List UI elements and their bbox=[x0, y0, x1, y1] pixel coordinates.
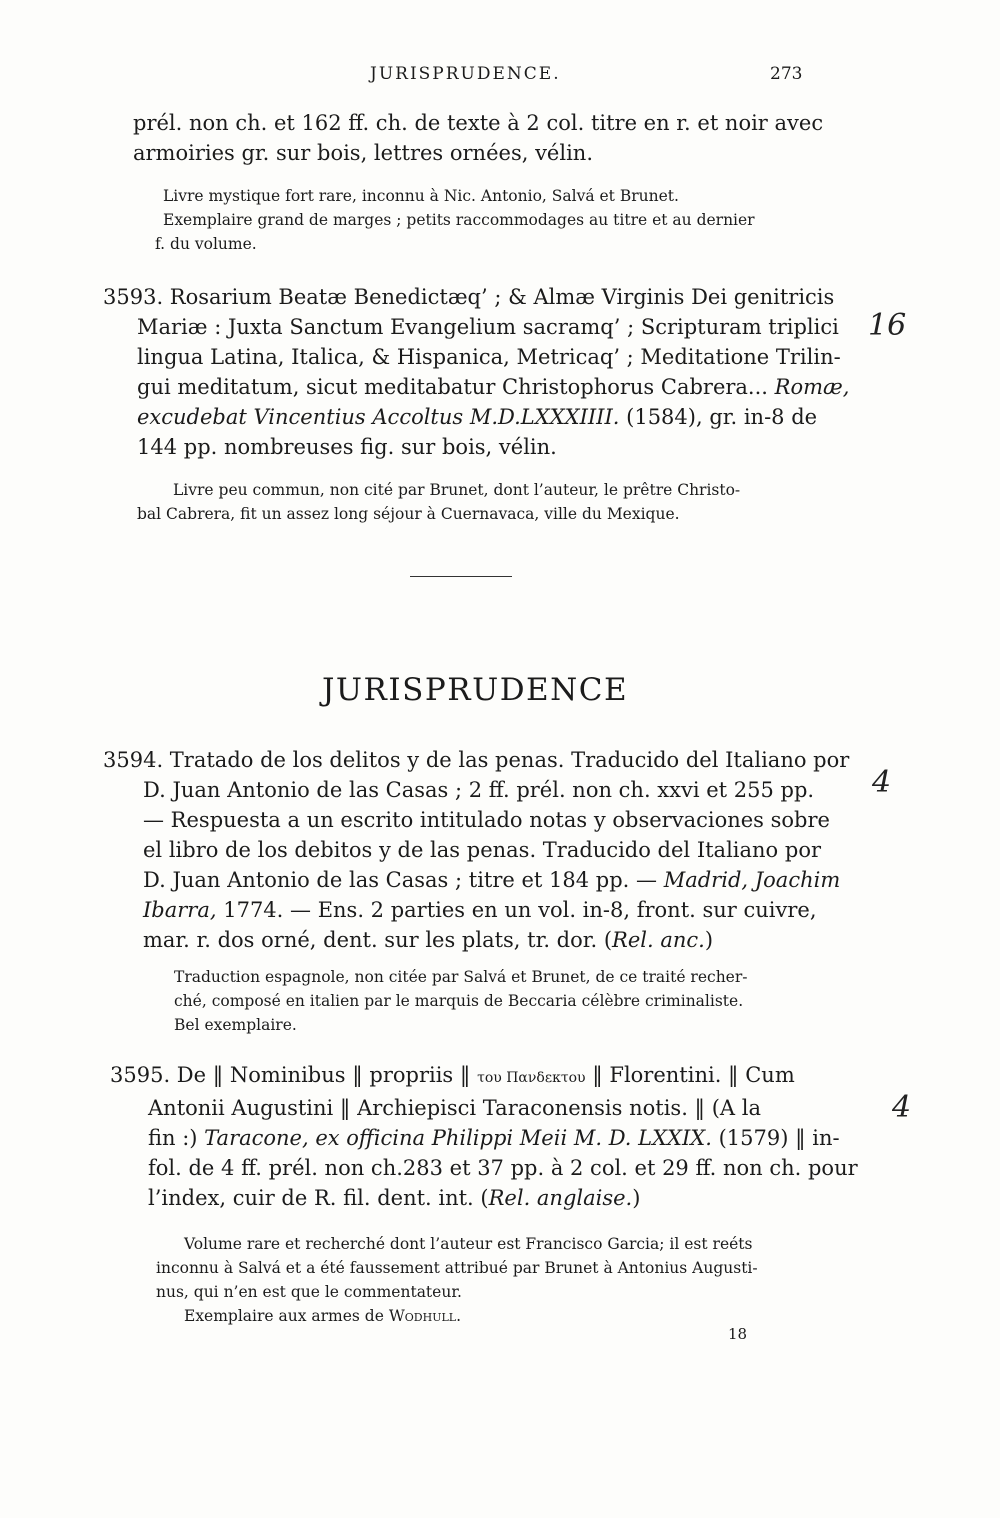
entry-3595 bbox=[110, 1060, 858, 1213]
entry-3594-note bbox=[174, 965, 748, 1037]
note-line: f. du volume. bbox=[155, 235, 257, 253]
entry-line: armoiries gr. sur bois, lettres ornées, vélin. bbox=[133, 141, 593, 165]
note-line: inconnu à Salvá et a été faussement attribué par Brunet à Antonius Augusti- bbox=[156, 1259, 758, 1277]
entry-line bbox=[143, 895, 823, 925]
binding-note: Rel. anc. bbox=[612, 928, 705, 952]
imprint-place: Madrid, Joachim bbox=[663, 868, 841, 892]
entry-line: lingua Latina, Italica, & Hispanica, Metricaq’ ; Meditatione Trilin- bbox=[137, 345, 841, 369]
entry-line bbox=[148, 1183, 830, 1213]
entry-text: D. Juan Antonio de las Casas ; titre et 184 pp. — bbox=[143, 868, 658, 892]
note-text: Exemplaire aux armes de bbox=[184, 1307, 384, 1325]
section-divider bbox=[410, 576, 512, 577]
entry-line: D. Juan Antonio de las Casas ; 2 ff. prél. non ch. xxvi et 255 pp. bbox=[143, 778, 815, 802]
margin-price-3595: 4 bbox=[892, 1090, 912, 1125]
entry-3593-note bbox=[137, 478, 740, 526]
note-line: Traduction espagnole, non citée par Salvá et Brunet, de ce traité recher- bbox=[174, 968, 748, 986]
entry-text: ) bbox=[704, 928, 714, 952]
note-line: Livre mystique fort rare, inconnu à Nic. Antonio, Salvá et Brunet. bbox=[163, 187, 679, 205]
continued-entry-note bbox=[155, 184, 755, 256]
note-line: Livre peu commun, non cité par Brunet, dont l’auteur, le prêtre Christo- bbox=[173, 481, 741, 499]
entry-line: — Respuesta a un escrito intitulado notas y observaciones sobre bbox=[143, 808, 830, 832]
entry-3595-note bbox=[156, 1232, 758, 1328]
note-line: bal Cabrera, fit un assez long séjour à Cuernavaca, ville du Mexique. bbox=[137, 505, 680, 523]
entry-line bbox=[137, 402, 823, 432]
entry-3593 bbox=[103, 282, 850, 462]
page-number: 273 bbox=[770, 64, 803, 84]
note-line: Volume rare et recherché dont l’auteur est Francisco Garcia; il est reéts bbox=[184, 1235, 753, 1253]
entry-text: mar. r. dos orné, dent. sur les plats, tr. dor. ( bbox=[143, 928, 613, 952]
note-line: Exemplaire grand de marges ; petits raccommodages au titre et au dernier bbox=[163, 211, 755, 229]
note-line: Bel exemplaire. bbox=[174, 1016, 297, 1034]
entry-text: ‖ Florentini. ‖ Cum bbox=[592, 1063, 795, 1087]
entry-text: (1579) ‖ in- bbox=[718, 1126, 840, 1150]
binding-note: Rel. anglaise. bbox=[488, 1186, 633, 1210]
entry-text: 3595. De ‖ Nominibus ‖ propriis ‖ bbox=[110, 1063, 471, 1087]
entry-line: Mariæ : Juxta Sanctum Evangelium sacramq’ ; Scripturam triplici bbox=[137, 315, 839, 339]
entry-text: 1774. — Ens. 2 parties en un vol. in-8, front. sur cuivre, bbox=[223, 898, 817, 922]
entry-text: (1584), gr. in-8 de bbox=[626, 405, 818, 429]
margin-price-3594: 4 bbox=[872, 765, 892, 800]
greek-text: του Πανδεκτου bbox=[477, 1070, 586, 1086]
note-line: nus, qui n’en est que le commentateur. bbox=[156, 1283, 462, 1301]
imprint-printer: Ibarra, bbox=[143, 898, 217, 922]
entry-text: ) bbox=[632, 1186, 641, 1210]
imprint-text: Taracone, ex officina Philippi Meii M. D. LXXIX. bbox=[204, 1126, 712, 1150]
entry-line bbox=[110, 1060, 830, 1093]
signature-mark: 18 bbox=[728, 1325, 748, 1343]
running-title: JURISPRUDENCE. bbox=[370, 64, 561, 84]
entry-text: gui meditatum, sicut meditabatur Christophorus Cabrera... bbox=[137, 375, 768, 399]
entry-text: fin :) bbox=[148, 1126, 198, 1150]
entry-line bbox=[148, 1123, 840, 1153]
imprint-text: excudebat Vincentius Accoltus M.D.LXXXIIII. bbox=[137, 405, 620, 429]
imprint-place: Romæ, bbox=[774, 375, 850, 399]
entry-line bbox=[137, 372, 850, 402]
entry-line: 3594. Tratado de los delitos y de las penas. Traducido del Italiano por bbox=[103, 748, 850, 772]
margin-price-3593: 16 bbox=[868, 308, 907, 343]
entry-3594 bbox=[103, 745, 850, 955]
section-heading: JURISPRUDENCE bbox=[322, 672, 629, 708]
entry-line: Antonii Augustini ‖ Archiepisci Taraconensis notis. ‖ (A la bbox=[148, 1096, 761, 1120]
entry-line: 3593. Rosarium Beatæ Benedictæq’ ; & Almæ Virginis Dei genitricis bbox=[103, 285, 835, 309]
entry-line bbox=[143, 865, 841, 895]
entry-line: fol. de 4 ff. prél. non ch.283 et 37 pp. à 2 col. et 29 ff. non ch. pour bbox=[148, 1156, 858, 1180]
continued-entry bbox=[133, 108, 824, 168]
entry-line: prél. non ch. et 162 ff. ch. de texte à 2 col. titre en r. et noir avec bbox=[133, 111, 824, 135]
entry-line: 144 pp. nombreuses fig. sur bois, vélin. bbox=[137, 435, 557, 459]
note-line: ché, composé en italien par le marquis de Beccaria célèbre criminaliste. bbox=[174, 992, 744, 1010]
entry-line: el libro de los debitos y de las penas. Traducido del Italiano por bbox=[143, 838, 821, 862]
provenance-name: Wodhull. bbox=[388, 1307, 462, 1325]
entry-text: l’index, cuir de R. fil. dent. int. ( bbox=[148, 1186, 489, 1210]
note-line bbox=[184, 1304, 758, 1328]
entry-line bbox=[143, 925, 823, 955]
